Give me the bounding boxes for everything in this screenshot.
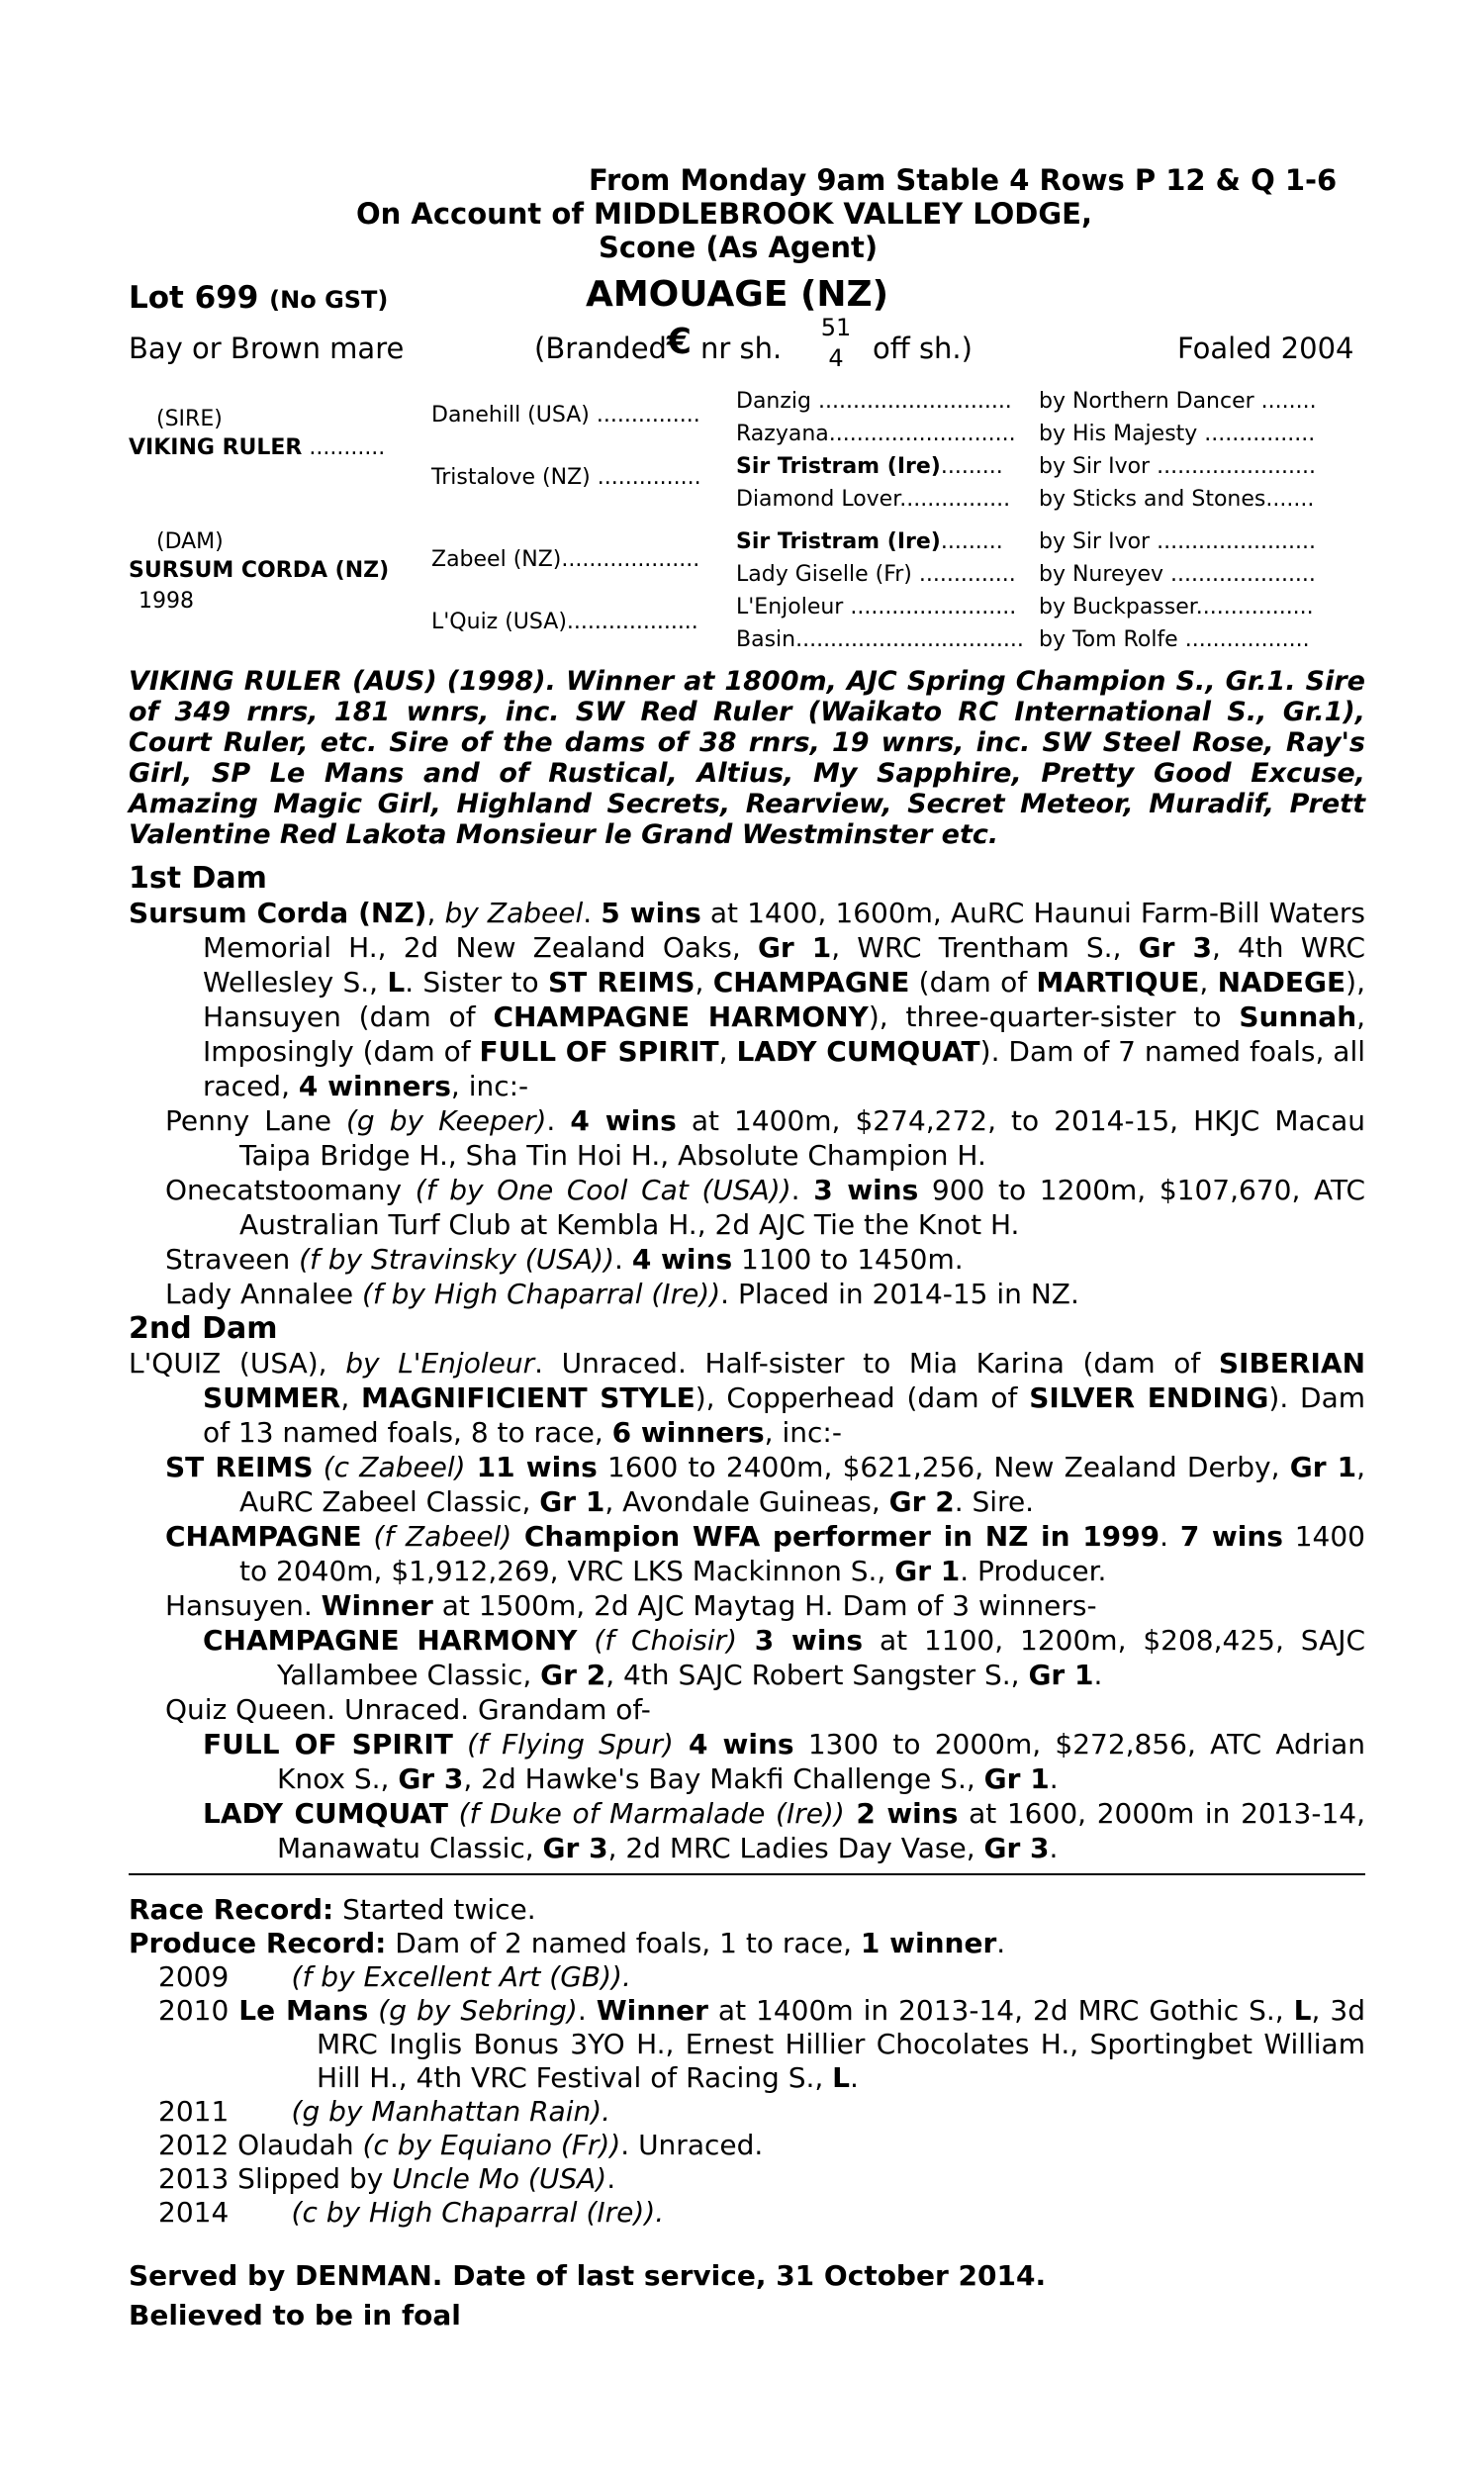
grand-progeny-entry: CHAMPAGNE HARMONY (f Choisir) 3 wins at 1100, 1200m, $208,425, SAJC Yallambee Classic, Gr 2, 4th SAJC Robert Sangster S., Gr 1. bbox=[203, 1624, 1366, 1691]
brand-icon: € bbox=[667, 322, 693, 362]
pedigree-g3: Sir Tristram (Ire)......... bbox=[736, 454, 1003, 479]
first-dam-section bbox=[129, 861, 1365, 1311]
sire-summary: VIKING RULER (AUS) (1998). Winner at 1800m, AJC Spring Champion S., Gr.1. Sire of 349 rnrs, 181 wnrs, inc. SW Red Ruler (Waikato RC International S., Gr.1), Court Ruler, etc. Sire of the dams of 38 rnrs, 19 wnrs, inc. SW Steel Rose, Ray's Girl, SP Le Mans and of Rustical, Altius, My Sapphire, Pretty Good Excuse, Amazing Magic Girl, Highland Secrets, Rearview, Secret Meteor, Muradif, Prett Valentine Red Lakota Monsieur le Grand Westminster etc. bbox=[129, 666, 1365, 850]
second-dam-title: 2nd Dam bbox=[129, 1311, 278, 1346]
sire-label: (SIRE) bbox=[156, 407, 223, 431]
stable-location: From Monday 9am Stable 4 Rows P 12 & Q 1-6 bbox=[589, 163, 1338, 197]
sire-name: VIKING RULER ........... bbox=[129, 435, 386, 460]
sire-sire: Danehill (USA) ............... bbox=[431, 403, 700, 428]
first-dam-entry: Sursum Corda (NZ), by Zabeel. 5 wins at 1400, 1600m, AuRC Haunui Farm-Bill Waters Memorial H., 2d New Zealand Oaks, Gr 1, WRC Trentham S., Gr 3, 4th WRC Wellesley S., L. Sister to ST REIMS, CHAMPAGNE (dam of MARTIQUE, NADEGE), Hansuyen (dam of CHAMPAGNE HARMONY), three-quarter-sister to Sunnah, Imposingly (dam of FULL OF SPIRIT, LADY CUMQUAT). Dam of 7 named foals, all raced, 4 winners, inc:- bbox=[129, 897, 1366, 1102]
brand-number-top: 51 bbox=[820, 314, 852, 341]
pedigree-g2: Razyana........................... bbox=[736, 422, 1016, 446]
lot-label: Lot 699 bbox=[129, 280, 259, 316]
vendor-line: On Account of MIDDLEBROOK VALLEY LODGE, bbox=[356, 197, 1093, 231]
produce-2013: 2013 Slipped by Uncle Mo (USA). bbox=[158, 2162, 616, 2195]
dam-dam: L'Quiz (USA)................... bbox=[431, 610, 698, 634]
colour-sex: Bay or Brown mare bbox=[129, 332, 405, 365]
records-section bbox=[129, 1893, 1365, 2230]
progeny-entry: Hansuyen. Winner at 1500m, 2d AJC Maytag H. Dam of 3 winners- bbox=[165, 1589, 1097, 1622]
pedigree-g1: Danzig ............................ bbox=[736, 389, 1012, 414]
progeny-entry: Lady Annalee (f by High Chaparral (Ire)). Placed in 2014-15 in NZ. bbox=[165, 1278, 1079, 1310]
horse-name: AMOUAGE (NZ) bbox=[586, 274, 889, 315]
produce-2012: 2012 Olaudah (c by Equiano (Fr)). Unraced. bbox=[158, 2129, 764, 2161]
pedigree-g4: Diamond Lover................ bbox=[736, 487, 1011, 512]
dam-name: SURSUM CORDA (NZ) bbox=[129, 558, 390, 583]
produce-2014: 2014 (c by High Chaparral (Ire)). bbox=[158, 2196, 665, 2229]
pedigree-g6-sire: by Nureyev ..................... bbox=[1039, 562, 1316, 587]
grand-progeny-entry: FULL OF SPIRIT (f Flying Spur) 4 wins 1300 to 2000m, $272,856, ATC Adrian Knox S., Gr 3, 2d Hawke's Bay Makfi Challenge S., Gr 1. bbox=[203, 1728, 1365, 1795]
pedigree-g6: Lady Giselle (Fr) .............. bbox=[736, 562, 1016, 587]
progeny-entry: Onecatstoomany (f by One Cool Cat (USA)). 3 wins 900 to 1200m, $107,670, ATC Australian Turf Club at Kembla H., 2d AJC Tie the Knot H. bbox=[165, 1174, 1365, 1241]
dam-sire: Zabeel (NZ).................... bbox=[431, 547, 700, 572]
pedigree-g5: Sir Tristram (Ire)......... bbox=[736, 529, 1003, 554]
brand-prefix: (Branded bbox=[534, 332, 667, 365]
pedigree-g3-sire: by Sir Ivor ....................... bbox=[1039, 454, 1316, 479]
pedigree-g8-sire: by Tom Rolfe .................. bbox=[1039, 627, 1310, 652]
dam-year: 1998 bbox=[139, 589, 194, 614]
produce-2011: 2011 (g by Manhattan Rain). bbox=[158, 2095, 611, 2128]
grand-progeny-entry: LADY CUMQUAT (f Duke of Marmalade (Ire)) 2 wins at 1600, 2000m in 2013-14, Manawatu Classic, Gr 3, 2d MRC Ladies Day Vase, Gr 3. bbox=[203, 1797, 1365, 1864]
lot-number bbox=[129, 280, 388, 316]
gst-note: (No GST) bbox=[269, 286, 389, 314]
section-divider bbox=[129, 1873, 1365, 1875]
pedigree-g8: Basin................................. bbox=[736, 627, 1024, 652]
progeny-entry: Penny Lane (g by Keeper). 4 wins at 1400m, $274,272, to 2014-15, HKJC Macau Taipa Bridge H., Sha Tin Hoi H., Absolute Champion H. bbox=[165, 1104, 1366, 1172]
pedigree-g1-sire: by Northern Dancer ........ bbox=[1039, 389, 1317, 414]
sire-dam: Tristalove (NZ) ............... bbox=[431, 465, 701, 490]
progeny-entry: Quiz Queen. Unraced. Grandam of- bbox=[165, 1693, 651, 1726]
brand-number-bottom: 4 bbox=[828, 344, 844, 372]
pedigree-g2-sire: by His Majesty ................ bbox=[1039, 422, 1316, 446]
produce-record: Produce Record: Dam of 2 named foals, 1 to race, 1 winner. bbox=[129, 1927, 1006, 1959]
race-record: Race Record: Started twice. bbox=[129, 1893, 536, 1926]
first-dam-title: 1st Dam bbox=[129, 861, 267, 896]
foaled-year: Foaled 2004 bbox=[1177, 332, 1354, 365]
progeny-entry: ST REIMS (c Zabeel) 11 wins 1600 to 2400m, $621,256, New Zealand Derby, Gr 1, AuRC Zabeel Classic, Gr 1, Avondale Guineas, Gr 2. Sire. bbox=[165, 1451, 1365, 1518]
dam-label: (DAM) bbox=[156, 529, 224, 554]
produce-2009: 2009 (f by Excellent Art (GB)). bbox=[158, 1960, 631, 1993]
brand-off-side: off sh.) bbox=[873, 332, 973, 365]
produce-2010: 2010 Le Mans (g by Sebring). Winner at 1400m in 2013-14, 2d MRC Gothic S., L, 3d MRC Inglis Bonus 3YO H., Ernest Hillier Chocolates H., Sportingbet William Hill H., 4th VRC Festival of Racing S., L. bbox=[158, 1994, 1366, 2094]
progeny-entry: Straveen (f by Stravinsky (USA)). 4 wins 1100 to 1450m. bbox=[165, 1243, 964, 1276]
vendor-location: Scone (As Agent) bbox=[599, 231, 879, 264]
second-dam-section bbox=[129, 1311, 1365, 1865]
second-dam-entry: L'QUIZ (USA), by L'Enjoleur. Unraced. Half-sister to Mia Karina (dam of SIBERIAN SUMMER, MAGNIFICIENT STYLE), Copperhead (dam of SILVER ENDING). Dam of 13 named foals, 8 to race, 6 winners, inc:- bbox=[129, 1347, 1366, 1449]
pedigree-g7: L'Enjoleur ........................ bbox=[736, 595, 1017, 619]
progeny-entry: CHAMPAGNE (f Zabeel) Champion WFA performer in NZ in 1999. 7 wins 1400 to 2040m, $1,912,269, VRC LKS Mackinnon S., Gr 1. Producer. bbox=[165, 1520, 1365, 1587]
brand-near-side: nr sh. bbox=[700, 332, 783, 365]
pedigree-g4-sire: by Sticks and Stones....... bbox=[1039, 487, 1315, 512]
pedigree-g5-sire: by Sir Ivor ....................... bbox=[1039, 529, 1316, 554]
pedigree-g7-sire: by Buckpasser................. bbox=[1039, 595, 1314, 619]
in-foal-note: Believed to be in foal bbox=[129, 2299, 461, 2331]
service-note: Served by DENMAN. Date of last service, 31 October 2014. bbox=[129, 2259, 1047, 2292]
